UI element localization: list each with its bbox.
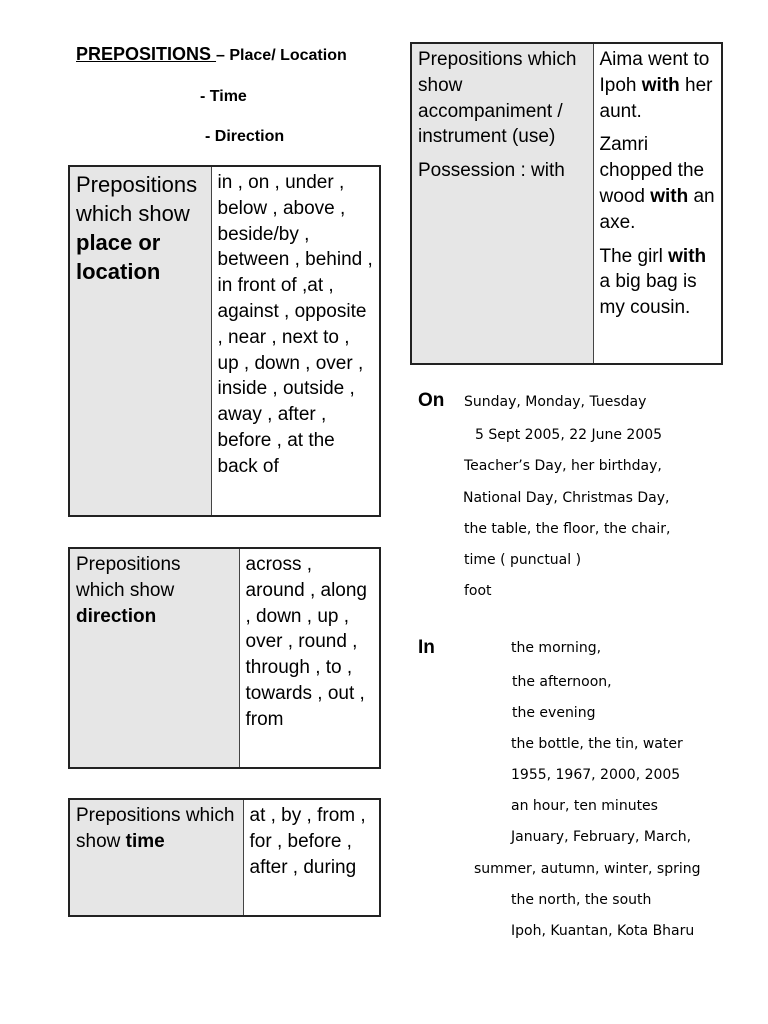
time-label-cell [69, 799, 243, 916]
place-content-cell [211, 166, 380, 516]
page-title [76, 44, 347, 65]
time-content: at , by , from , for , before , after , during [249, 805, 366, 878]
time-label-text: Prepositions which show [76, 805, 235, 852]
on-item: Sunday, Monday, Tuesday [464, 394, 647, 410]
time-label-bold: time [125, 830, 165, 852]
example-1-c: her aunt. [599, 74, 713, 122]
direction-table [68, 547, 381, 769]
example-3-with: with [668, 245, 707, 267]
in-item: Ipoh, Kuantan, Kota Bharu [511, 923, 695, 939]
example-2 [600, 132, 716, 235]
time-table [68, 798, 381, 917]
example-3-c: a big bag is my cousin. [599, 271, 697, 319]
in-item: the morning, [511, 640, 602, 656]
in-item: the evening [512, 705, 596, 721]
example-1 [600, 47, 716, 124]
direction-label-text: Prepositions which show [76, 554, 181, 601]
example-3 [600, 244, 716, 321]
place-table [68, 165, 381, 517]
example-2-c: an axe. [599, 185, 715, 233]
on-item: time ( punctual ) [464, 552, 582, 568]
place-content: in , on , under , below , above , beside/by , between , behind , in front of ,at , against , opposite , near , next to , up , down , over , inside , outside , away , after , before , at the back of [217, 172, 373, 477]
direction-label-bold: direction [76, 605, 157, 627]
example-1-with: with [641, 74, 680, 96]
on-item: foot [464, 583, 492, 599]
example-2-a: Zamri chopped the wood [599, 134, 705, 207]
title-rest: – Place/ Location [216, 47, 347, 64]
direction-content-cell [239, 548, 380, 768]
on-item: Teacher’s Day, her birthday, [464, 458, 662, 474]
subtitle-direction: - Direction [205, 128, 285, 145]
direction-label-cell [69, 548, 239, 768]
in-item: summer, autumn, winter, spring [474, 861, 701, 877]
in-key: In [418, 637, 435, 658]
example-3-a: The girl [599, 245, 669, 267]
accompaniment-table [410, 42, 723, 365]
place-label-text: Prepositions which show [76, 172, 198, 226]
subtitle-time: - Time [200, 88, 247, 105]
in-item: 1955, 1967, 2000, 2005 [511, 767, 681, 783]
accompaniment-examples-cell [593, 43, 722, 364]
on-key: On [418, 390, 445, 411]
accompaniment-label: Prepositions which show accompaniment / instrument (use) [418, 49, 577, 148]
accompaniment-label-cell [411, 43, 593, 364]
place-label-cell [69, 166, 211, 516]
example-2-with: with [650, 185, 689, 207]
in-item: January, February, March, [511, 829, 692, 845]
in-item: the north, the south [511, 892, 652, 908]
title-main: PREPOSITIONS [76, 44, 217, 64]
time-content-cell [243, 799, 380, 916]
in-item: the bottle, the tin, water [511, 736, 683, 752]
example-1-a: Aima went to Ipoh [599, 49, 710, 96]
on-item: the table, the floor, the chair, [464, 521, 671, 537]
direction-content: across , around , along , down , up , over , round , through , to , towards , out , from [245, 554, 367, 730]
in-item: the afternoon, [512, 674, 612, 690]
on-item: National Day, Christmas Day, [463, 490, 670, 506]
place-label-bold: place or location [76, 230, 161, 284]
possession-label: Possession : with [418, 160, 565, 182]
in-item: an hour, ten minutes [511, 798, 658, 814]
on-item: 5 Sept 2005, 22 June 2005 [475, 427, 663, 443]
